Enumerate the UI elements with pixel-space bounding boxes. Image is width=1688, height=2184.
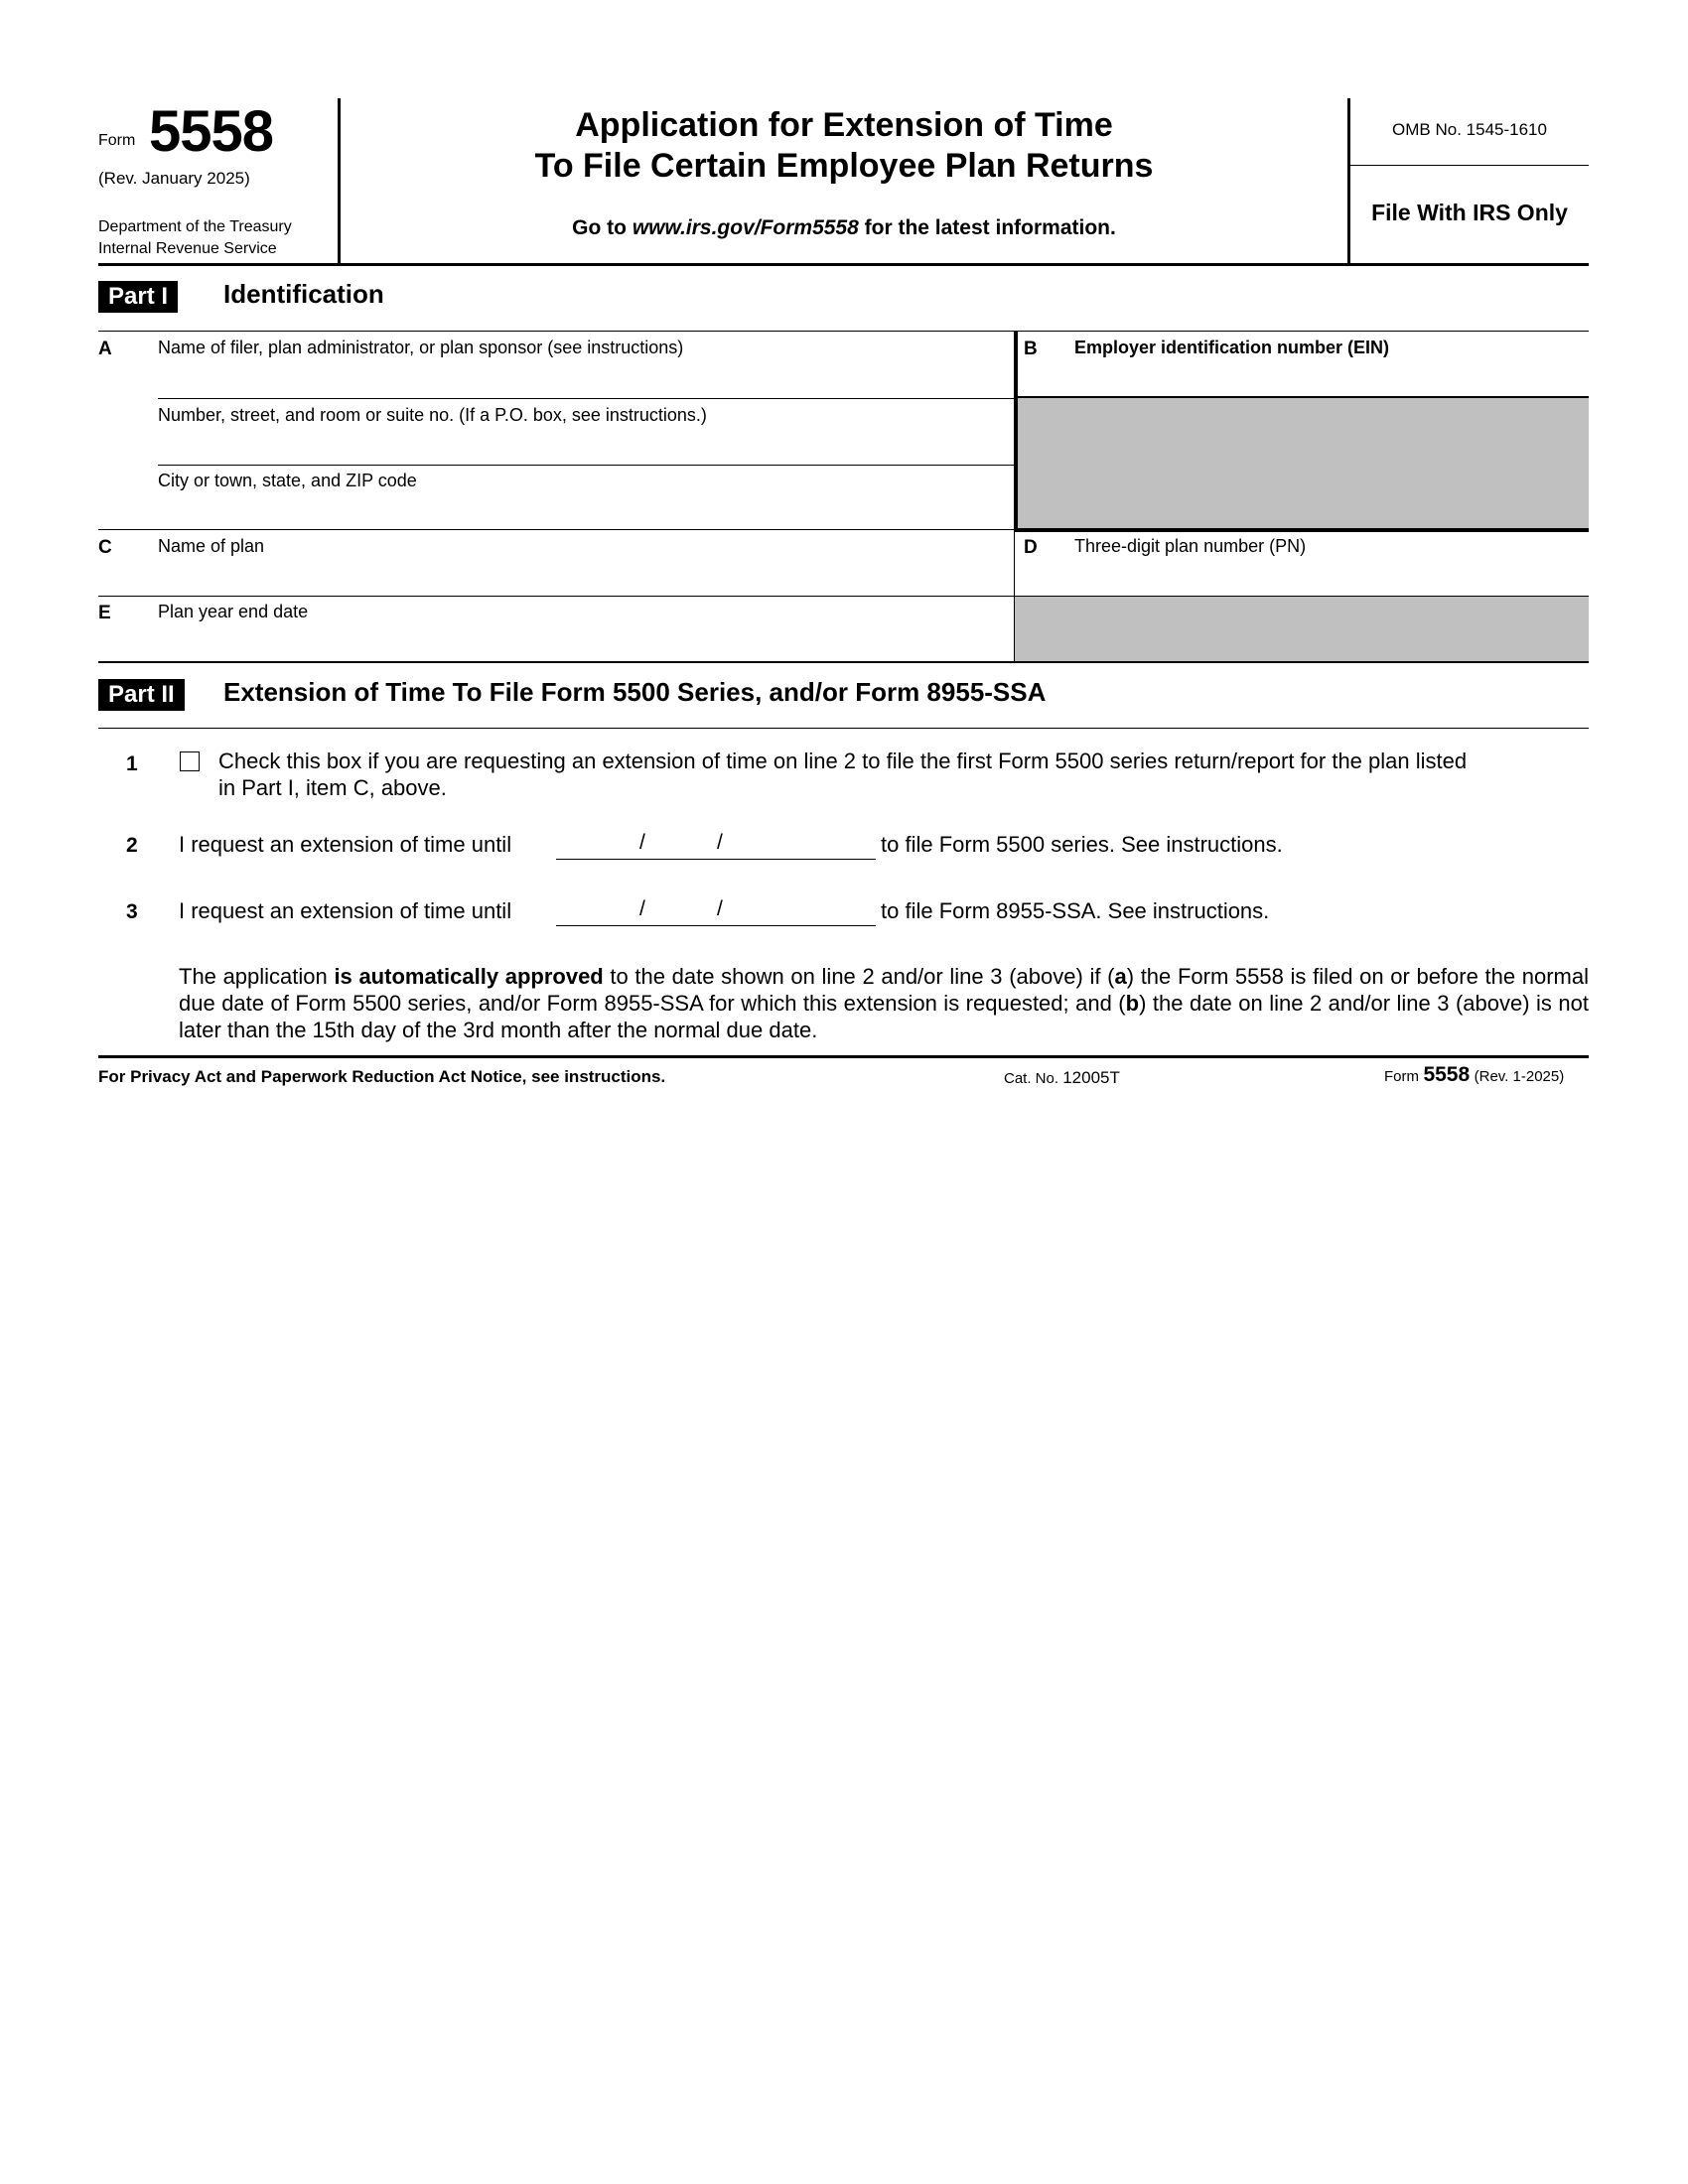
line3-date-field[interactable] (556, 894, 876, 926)
line3-prefix: I request an extension of time until (179, 898, 512, 923)
line2-date-field[interactable] (556, 828, 876, 860)
omb-divider (1350, 165, 1589, 166)
filer-name-label: Name of filer, plan administrator, or plan sponsor (see instructions) (158, 338, 684, 357)
street-input[interactable] (158, 430, 1016, 462)
field-b-letter: B (1024, 339, 1038, 359)
line2-prefix: I request an extension of time until (179, 832, 512, 857)
line2-suffix: to file Form 5500 series. See instructions. (881, 832, 1283, 857)
privacy-notice: For Privacy Act and Paperwork Reduction Act Notice, see instructions. (98, 1067, 666, 1086)
ein-label: Employer identification number (EIN) (1074, 338, 1390, 357)
line1-number: 1 (126, 752, 138, 775)
part1-badge: Part I (98, 281, 178, 313)
file-with-irs-only: File With IRS Only (1371, 200, 1568, 225)
part1-title: Identification (223, 279, 384, 309)
line2-number: 2 (126, 834, 138, 857)
form-title-line1: Application for Extension of Time (575, 106, 1113, 144)
plan-name-label: Name of plan (158, 536, 265, 556)
header-divider-left (338, 98, 341, 263)
part2-top-rule (98, 728, 1589, 729)
header-bottom-rule (98, 263, 1589, 266)
city-label: City or town, state, and ZIP code (158, 471, 417, 490)
department-line1: Department of the Treasury (98, 218, 292, 235)
row-ab-bottom-rule (98, 529, 1016, 530)
line2-date-sep2: / (717, 831, 723, 854)
line3-date-sep1: / (639, 897, 645, 920)
field-e-letter: E (98, 603, 111, 623)
plan-number-label: Three-digit plan number (PN) (1074, 536, 1307, 556)
first-return-checkbox[interactable] (180, 751, 200, 771)
footer-top-rule (98, 1055, 1589, 1058)
part2-badge: Part II (98, 679, 185, 711)
part1-top-rule (98, 331, 1589, 332)
plan-year-end-input[interactable] (158, 626, 1011, 658)
line2-date-underline (556, 859, 876, 860)
line3-suffix: to file Form 8955-SSA. See instructions. (881, 898, 1270, 923)
part2-title: Extension of Time To File Form 5500 Series, and/or Form 8955-SSA (223, 677, 1047, 707)
filer-name-rule (158, 398, 1014, 399)
field-a-letter: A (98, 339, 112, 359)
street-label: Number, street, and room or suite no. (If a P.O. box, see instructions.) (158, 405, 707, 425)
row-e-shaded-area (1015, 597, 1589, 662)
catalog-number: Cat. No. 12005T (1004, 1068, 1120, 1087)
line3-number: 3 (126, 900, 138, 923)
form-title (343, 105, 1345, 187)
irs-url-link[interactable]: www.irs.gov/Form5558 (632, 216, 859, 239)
form-number: 5558 (149, 99, 274, 164)
goto-instructions: Go to www.irs.gov/Form5558 for the latest information. (572, 216, 1116, 239)
plan-year-end-label: Plan year end date (158, 602, 309, 621)
street-rule (158, 465, 1014, 466)
filer-name-input[interactable] (158, 363, 1016, 395)
ein-shaded-area (1018, 398, 1589, 529)
department-line2: Internal Revenue Service (98, 240, 277, 257)
field-d-letter: D (1024, 537, 1038, 558)
footer-form-id: Form 5558 (Rev. 1-2025) (1384, 1063, 1565, 1086)
form-word: Form (98, 132, 136, 149)
plan-number-input[interactable] (1074, 561, 1585, 593)
part1-bottom-rule (98, 661, 1589, 663)
form-revision: (Rev. January 2025) (98, 169, 250, 188)
omb-number: OMB No. 1545-1610 (1392, 120, 1547, 139)
line1-text-cont: in Part I, item C, above. (218, 775, 447, 800)
line3-date-sep2: / (717, 897, 723, 920)
line2-date-sep1: / (639, 831, 645, 854)
line1-text: Check this box if you are requesting an extension of time on line 2 to file the first Form 5500 series return/report for the plan listed (218, 749, 1468, 773)
plan-name-input[interactable] (158, 561, 1011, 593)
field-c-letter: C (98, 537, 112, 558)
row-ab-bottom-rule-right (1014, 528, 1589, 532)
line3-date-underline (556, 925, 876, 926)
ein-input[interactable] (1074, 363, 1585, 395)
city-input[interactable] (158, 495, 1016, 527)
approval-paragraph: The application is automatically approved to the date shown on line 2 and/or line 3 (above) if (a) the Form 5558 is filed on or before the normal due date of Form 5500 series, and/or Form 8955-SSA for which this extension is requested; and (b) the date on line 2 and/or line 3 (above) is not later than the 15th day of the 3rd month after the normal due date. (179, 964, 1589, 1042)
form-title-line2: To File Certain Employee Plan Returns (534, 147, 1154, 185)
